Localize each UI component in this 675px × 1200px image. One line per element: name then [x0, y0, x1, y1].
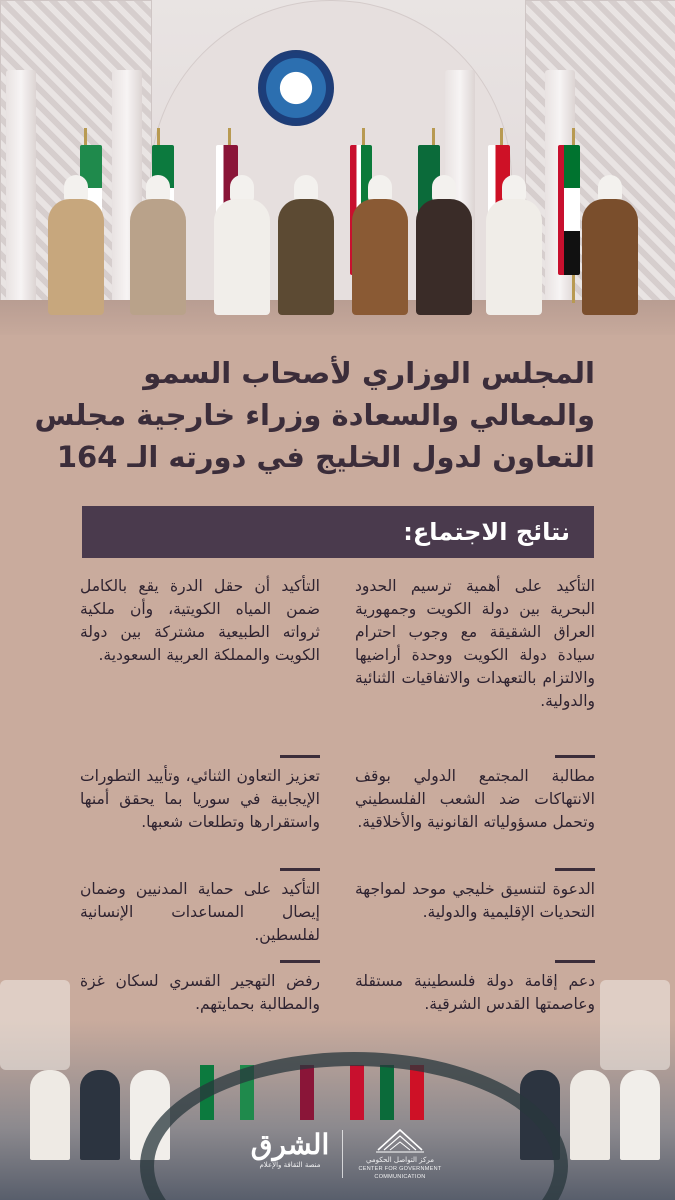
results-banner — [82, 506, 594, 558]
logo-caption-english: CENTER FOR GOVERNMENT COMMUNICATION — [358, 1166, 442, 1180]
result-text: التأكيد على حماية المدنيين وضمان إيصال المساعدات الإنسانية لفلسطين. — [80, 880, 320, 944]
results-heading: نتائج الاجتماع: — [403, 518, 570, 546]
title-line: التعاون لدول الخليج في دورته الـ 164 — [56, 440, 595, 474]
result-text: التأكيد أن حقل الدرة يقع بالكامل ضمن المياه الكويتية، وأن ملكية ثرواته الطبيعية مشتركة بين دولة الكويت والمملكة العربية السعودية. — [80, 577, 320, 664]
publisher-logo-mark: الشرق — [250, 1128, 330, 1161]
result-text: تعزيز التعاون الثنائي، وتأييد التطورات الإيجابية في سوريا بما يحقق أمنها واستقرارها وتطلعات شعبها. — [80, 767, 320, 831]
result-text: التأكيد على أهمية ترسيم الحدود البحرية بين دولة الكويت وجمهورية العراق الشقيقة مع وجوب احترام سيادة دولة الكويت ووحدة أراضيها والالتزام بالتعهدات والاتفاقيات الثنائية والدولية. — [355, 577, 595, 710]
government-communication-logo-icon — [372, 1126, 428, 1156]
result-item — [355, 878, 595, 924]
minister-figure — [48, 175, 104, 315]
minister-figure — [130, 175, 186, 315]
gcc-emblem-icon — [258, 50, 334, 126]
result-item — [355, 970, 595, 1016]
minister-figure — [278, 175, 334, 315]
divider — [555, 868, 595, 871]
result-text: الدعوة لتنسيق خليجي موحد لمواجهة التحديات الإقليمية والدولية. — [355, 880, 595, 921]
minister-figure — [486, 175, 542, 315]
result-item — [355, 765, 595, 834]
minister-figure — [214, 175, 270, 315]
divider — [280, 960, 320, 963]
divider — [555, 755, 595, 758]
result-text: مطالبة المجتمع الدولي بوقف الانتهاكات ضد الشعب الفلسطيني وتحمل مسؤولياته القانونية والأخلاقية. — [355, 767, 595, 831]
flag — [558, 145, 580, 275]
result-item — [80, 765, 320, 834]
result-item — [355, 575, 595, 713]
ministers-group-photo — [0, 0, 675, 335]
logo-divider — [342, 1130, 343, 1178]
minister-figure — [416, 175, 472, 315]
result-text: دعم إقامة دولة فلسطينية مستقلة وعاصمتها القدس الشرقية. — [355, 972, 595, 1013]
minister-figure — [352, 175, 408, 315]
result-text: رفض التهجير القسري لسكان غزة والمطالبة بحمايتهم. — [80, 972, 320, 1013]
government-communication-logo — [350, 1126, 450, 1182]
publisher-logo — [240, 1130, 340, 1182]
logo-caption-arabic: مركز التواصل الحكومي — [366, 1156, 434, 1164]
title-line: والمعالي والسعادة وزراء خارجية مجلس — [34, 398, 595, 432]
divider — [280, 755, 320, 758]
result-item — [80, 575, 320, 667]
result-item — [80, 878, 320, 947]
result-item — [80, 970, 320, 1016]
page-title — [34, 352, 595, 478]
minister-figure — [582, 175, 638, 315]
divider — [280, 868, 320, 871]
title-line: المجلس الوزاري لأصحاب السمو — [143, 356, 595, 390]
divider — [555, 960, 595, 963]
publisher-logo-caption: منصة الثقافة والإعلام — [259, 1161, 321, 1169]
